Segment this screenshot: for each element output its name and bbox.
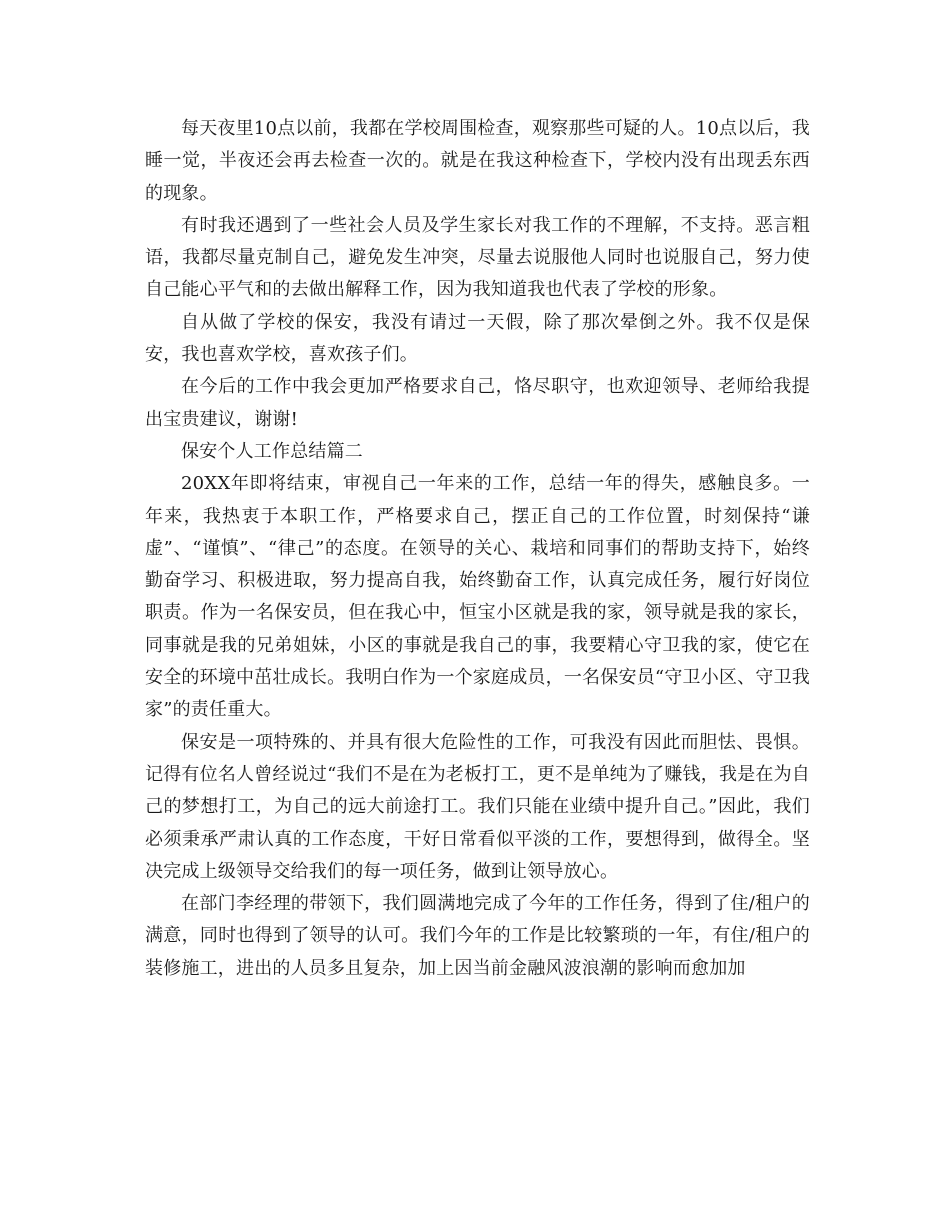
paragraph-department-work: 在部门李经理的带领下，我们圆满地完成了今年的工作任务，得到了住/租户的满意，同时也得到了领导的认可。我们今年的工作是比较繁琐的一年，有住/租户的装修施工，进出的人员多且复杂，加上因当前金融风波浪潮的影响而愈加加 [145,893,810,979]
paragraph-no-leave: 自从做了学校的保安，我没有请过一天假，除了那次晕倒之外。我不仅是保安，我也喜欢学校，喜欢孩子们。 [145,311,810,366]
paragraph-misunderstanding: 有时我还遇到了一些社会人员及学生家长对我工作的不理解，不支持。恶言粗语，我都尽量克制自己，避免发生冲突，尽量去说服他人同时也说服自己，努力使自己能心平气和的去做出解释工作，因为我知道我也代表了学校的形象。 [145,214,810,301]
paragraph-future-work: 在今后的工作中我会更加严格要求自己，恪尽职守，也欢迎领导、老师给我提出宝贵建议，谢谢! [145,376,810,430]
section-heading: 保安个人工作总结篇二 [181,440,363,462]
paragraph-special-work: 保安是一项特殊的、并具有很大危险性的工作，可我没有因此而胆怯、畏惧。记得有位名人曾经说过“我们不是在为老板打工，更不是单纯为了赚钱，我是在为自己的梦想打工，为自己的远大前途打工。我们只能在业绩中提升自己。”因此，我们必须秉承严肃认真的工作态度，干好日常看似平淡的工作，要想得到，做得全。坚决完成上级领导交给我们的每一项任务，做到让领导放心。 [145,731,810,882]
paragraph-night-patrol: 每天夜里10点以前，我都在学校周围检查，观察那些可疑的人。10点以后，我睡一觉，半夜还会再去检查一次的。就是在我这种检查下，学校内没有出现丢东西的现象。 [145,118,811,204]
paragraph-year-summary: 20XX年即将结束，审视自己一年来的工作，总结一年的得失，感触良多。一年来，我热衷于本职工作，严格要求自己，摆正自己的工作位置，时刻保持“谦虚”、“谨慎”、“律己”的态度。在领导的关心、栽培和同事们的帮助支持下，始终勤奋学习、积极进取，努力提高自我，始终勤奋工作，认真完成任务，履行好岗位职责。作为一名保安员，但在我心中，恒宝小区就是我的家，领导就是我的家长，同事就是我的兄弟姐妹，小区的事就是我自己的事，我要精心守卫我的家，使它在安全的环境中茁壮成长。我明白作为一个家庭成员，一名保安员“守卫小区、守卫我家”的责任重大。 [145,473,810,721]
document-body [145,113,810,985]
